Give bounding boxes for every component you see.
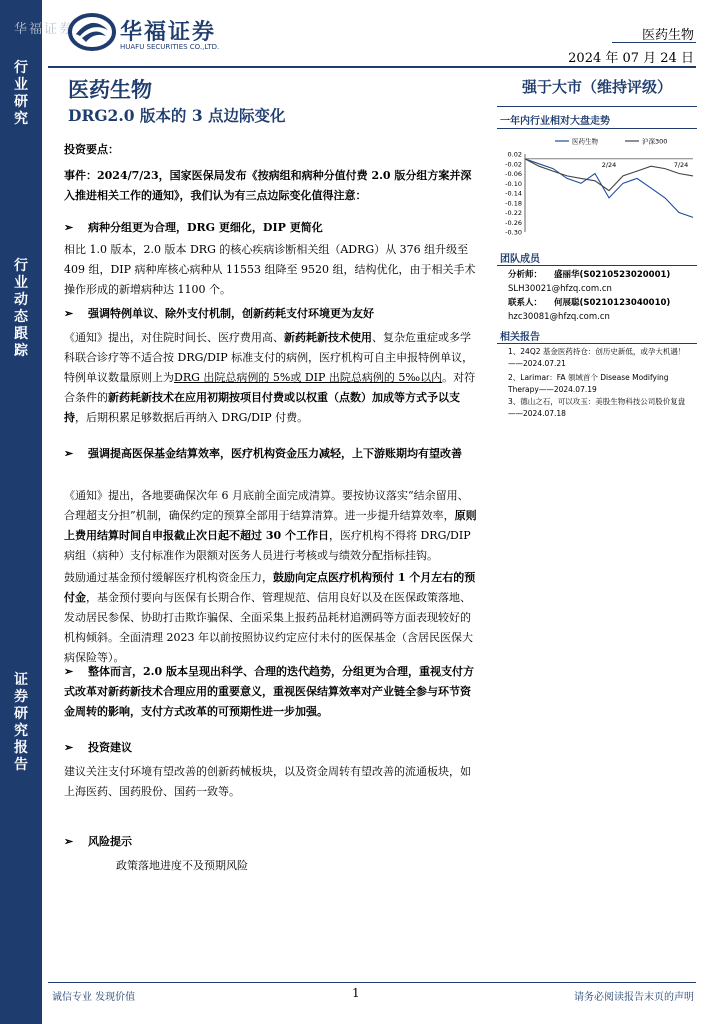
- contact-label: 联系人：: [508, 298, 543, 308]
- arrow-bullet-icon: ➢: [64, 307, 74, 320]
- chart-y-tick-label: -0.30: [505, 228, 522, 237]
- chart-x-tick-label: 7/24: [673, 160, 689, 169]
- bullet-item: [64, 662, 478, 722]
- related-report-item[interactable]: 2、Larimar：FA 領域首个 Disease Modifying Therapy——2024.07.19: [508, 373, 669, 394]
- analyst-name: 盛丽华(S0210523020001): [554, 270, 671, 280]
- text-run-underlined: DRG 出院总病例的 5%或 DIP 出院总病例的 5‰以内: [174, 371, 443, 384]
- header-rule: [48, 66, 696, 68]
- bullet-text: 投资建议: [88, 741, 132, 754]
- sidebar-char: 报: [14, 740, 28, 756]
- contact-email: hzc30081@hfzq.com.cn: [508, 312, 610, 322]
- sidebar-char: 券: [14, 689, 28, 705]
- chart-heading: 一年内行业相对大盘走势: [500, 116, 610, 127]
- team-heading: 团队成员: [500, 254, 540, 265]
- arrow-bullet-icon: ➢: [64, 741, 74, 754]
- section-divider: [497, 128, 697, 129]
- sidebar-char: 究: [14, 111, 28, 127]
- chart-y-tick-label: -0.18: [505, 199, 522, 208]
- key-points-label: 投资要点：: [64, 143, 119, 156]
- bullet-item: [64, 444, 478, 464]
- related-reports-heading: 相关报告: [500, 332, 540, 343]
- event-text: 2024/7/23，国家医保局发布《按病组和病种分值付费 2.0 版分组方案并深入推进相关工作的通知》，我们认为有三点边际变化值得注意：: [64, 169, 472, 202]
- sidebar-char: 业: [14, 77, 28, 93]
- huafu-logo-icon: [68, 12, 116, 52]
- rating: 强于大市（维持评级）: [521, 78, 672, 96]
- arrow-bullet-icon: ➢: [64, 665, 74, 678]
- related-report-item[interactable]: 1、24Q2 基金医药持仓：创历史新低，或孕大机遇！——2024.07.21: [508, 347, 686, 368]
- arrow-bullet-icon: ➢: [64, 221, 74, 234]
- footer-slogan: 诚信专业 发现价值: [52, 992, 136, 1003]
- sidebar-section-industry-research: [0, 60, 42, 128]
- chart-y-tick-label: -0.06: [505, 170, 522, 178]
- text-run: 、复杂危重症或多学科联合诊疗等不适合按 DRG/DIP 标准支付的病例，医疗机构可自主申报特例单议，特例单议数量原则上为: [64, 331, 474, 384]
- chart-y-tick-label: -0.26: [505, 218, 522, 227]
- arrow-bullet-icon: ➢: [64, 835, 74, 848]
- paragraph: [64, 486, 478, 566]
- text-run-bold: 新药耗新技术在应用初期按项目付费或以权重（点数）加成等方式予以支持: [64, 391, 460, 424]
- bullet-item: [64, 832, 478, 852]
- paragraph: 建议关注支付环境有望改善的创新药械板块，以及资金周转有望改善的流通板块，如上海医药、国药股份、国药一致等。: [64, 765, 471, 798]
- bullet-text: 病种分组更为合理，DRG 更细化，DIP 更简化: [88, 221, 323, 234]
- header-date: 2024 年 07 月 24 日: [568, 51, 694, 66]
- event-paragraph: [64, 166, 478, 206]
- left-sidebar: [0, 0, 42, 1024]
- chart-y-tick-label: -0.22: [505, 209, 522, 217]
- bullet-item: [64, 304, 478, 324]
- footer-rule: [48, 982, 696, 983]
- sidebar-char: 踪: [14, 343, 28, 359]
- sidebar-char: 动: [14, 292, 28, 308]
- sidebar-char: 告: [14, 757, 28, 773]
- sidebar-char: 研: [14, 706, 28, 722]
- text-run: ，医疗机构不得将 DRG/DIP 病组（病种）支付标准作为限额对医务人员进行考核或与绩效分配指标挂钩。: [64, 529, 471, 562]
- sidebar-char: 态: [14, 309, 28, 325]
- related-report-item[interactable]: 3、德山之石，可以攻玉：美股生物科技公司股价复盘——2024.07.18: [508, 397, 686, 418]
- sidebar-char: 业: [14, 275, 28, 291]
- company-name-cn: 华福证券: [120, 20, 217, 45]
- text-run-bold: 新药耗新技术使用: [284, 331, 372, 344]
- page-number: 1: [352, 986, 360, 1000]
- analyst-line: [508, 268, 670, 282]
- relative-performance-chart: [497, 132, 697, 242]
- chart-legend-label: 沪深300: [642, 137, 668, 146]
- sidebar-char: 研: [14, 94, 28, 110]
- bullet-item: [64, 738, 478, 758]
- report-sector-title: 医药生物: [68, 77, 152, 102]
- contact-name: 何展聪(S0210123040010): [554, 298, 671, 308]
- text-run: 。对符合条件的: [64, 371, 476, 404]
- text-run: 《通知》提出，各地要确保次年 6 月底前全面完成清算。要按协议落实“结余留用、合理超支分担”机制，确保约定的预算全部用于结算清算。进一步提升结算效率，: [64, 489, 469, 522]
- text-run: 《通知》提出，对住院时间长、医疗费用高、: [64, 331, 284, 344]
- text-run: 鼓励通过基金预付缓解医疗机构资金压力，: [64, 571, 273, 584]
- paragraph: 相比 1.0 版本，2.0 版本 DRG 的核心疾病诊断相关组（ADRG）从 376 组升级至 409 组，DIP 病种库核心病种从 11553 组降至 9520 组，结构优化，由于相关手术操作形成的新增病种达 1100 个。: [64, 243, 476, 296]
- section-divider: [497, 265, 697, 266]
- footer-disclaimer: 请务必阅读报告末页的声明: [574, 992, 694, 1003]
- paragraph: 政策落地进度不及预期风险: [116, 859, 248, 872]
- section-divider: [497, 343, 697, 344]
- text-run: ，基金预付要向与医保有长期合作、管理规范、信用良好以及在医保政策落地、发动居民参保、协助打击欺诈骗保、全面采集上报药品耗材追溯码等方面表现较好的机构倾斜。全面清理 2023 年以前按照协议约定应付未付的医保基金（含居民医保大病保险等）。: [64, 591, 473, 664]
- text-run-bold: 鼓励向定点医疗机构预付 1 个月左右的预付金: [64, 571, 476, 604]
- sidebar-section-securities-report: [0, 672, 42, 774]
- chart-y-tick-label: -0.02: [505, 160, 522, 169]
- chart-legend-label: 医药生物: [572, 137, 598, 146]
- sidebar-char: 行: [14, 60, 28, 76]
- watermark: 华福证券: [14, 22, 75, 37]
- paragraph: [64, 328, 478, 428]
- report-title: DRG2.0 版本的 3 点边际变化: [68, 106, 286, 125]
- bullet-item: [64, 218, 478, 238]
- sidebar-char: 证: [14, 672, 28, 688]
- bullet-text: 强调提高医保基金结算效率，医疗机构资金压力减轻，上下游账期均有望改善: [88, 447, 462, 460]
- chart-y-tick-label: 0.02: [507, 150, 522, 159]
- event-prefix: 事件：: [64, 169, 97, 182]
- sidebar-char: 究: [14, 723, 28, 739]
- analyst-label: 分析师：: [508, 270, 543, 280]
- chart-y-tick-label: -0.10: [505, 179, 522, 188]
- sidebar-section-industry-tracking: [0, 258, 42, 360]
- bullet-text: 强调特例单议、除外支付机制，创新药耗支付环境更为友好: [88, 307, 374, 320]
- paragraph: [64, 568, 478, 668]
- bullet-text: 整体而言，2.0 版本呈现出科学、合理的迭代趋势，分组更为合理，重视支付方式改革对新药新技术合理应用的重要意义，重视医保结算效率对产业链全参与环节资金周转的影响，支付方式改革的可预期性进一步加强。: [64, 665, 474, 718]
- text-run: ，后期积累足够数据后再纳入 DRG/DIP 付费。: [75, 411, 309, 424]
- header-sector: 医药生物: [641, 28, 694, 43]
- chart-y-tick-label: -0.14: [505, 189, 522, 198]
- arrow-bullet-icon: ➢: [64, 447, 74, 460]
- analyst-email: SLH30021@hfzq.com.cn: [508, 284, 612, 294]
- header-divider: [612, 42, 696, 43]
- sidebar-char: 行: [14, 258, 28, 274]
- chart-x-tick-label: 2/24: [601, 160, 617, 169]
- sidebar-char: 跟: [14, 326, 28, 342]
- bullet-text: 风险提示: [88, 835, 132, 848]
- rating-divider: [497, 106, 697, 107]
- contact-line: [508, 296, 670, 310]
- text-run-bold: 原则上费用结算时间自申报截止次日起不超过 30 个工作日: [64, 509, 477, 542]
- company-name-en: HUAFU SECURITIES CO.,LTD.: [120, 43, 220, 51]
